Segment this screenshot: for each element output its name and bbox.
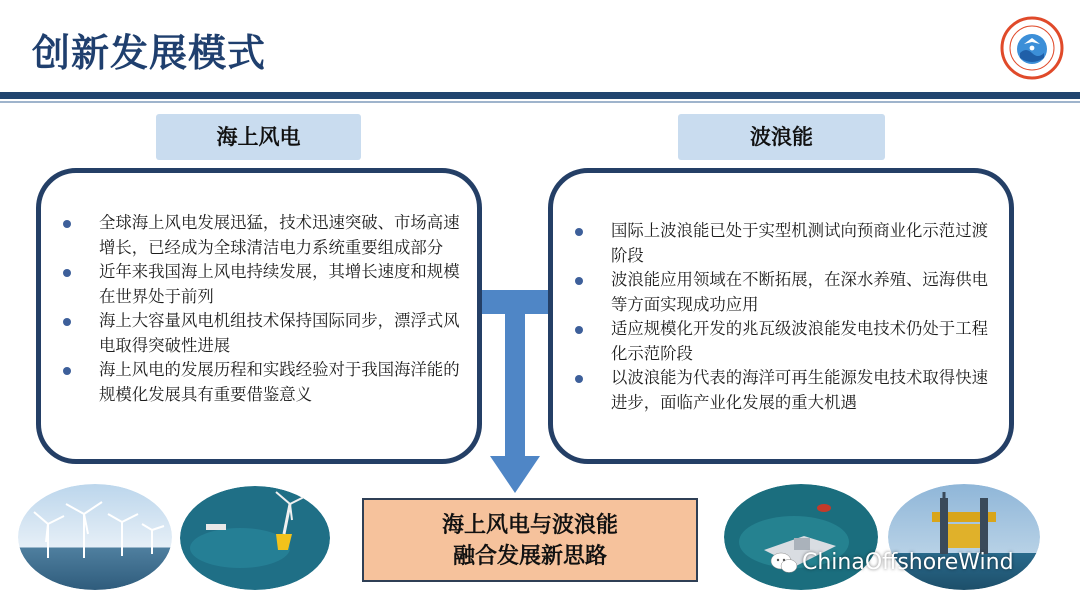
- header-divider: [0, 92, 1080, 99]
- wave-panel: [548, 168, 1014, 464]
- bullet-icon: [575, 375, 583, 383]
- wind-point-list: [41, 173, 477, 407]
- wind-farm-photo: [18, 484, 172, 590]
- wind-label: 海上风电: [156, 114, 361, 160]
- list-item: 国际上波浪能已处于实型机测试向预商业化示范过渡阶段: [553, 219, 1009, 268]
- conclusion-box: [362, 498, 698, 582]
- bullet-icon: [63, 367, 71, 375]
- ocean-center-logo-icon: [1000, 16, 1064, 80]
- bullet-icon: [63, 269, 71, 277]
- conclusion-line-2: 融合发展新思路: [452, 544, 607, 569]
- wave-point-list: [553, 173, 1009, 415]
- wave-label: 波浪能: [678, 114, 885, 160]
- list-item: 全球海上风电发展迅猛，技术迅速突破、市场高速增长，已经成为全球清洁电力系统重要组成部分: [41, 211, 477, 260]
- list-item: 海上大容量风电机组技术保持国际同步，漂浮式风电取得突破性进展: [41, 309, 477, 358]
- page-title: 创新发展模式: [32, 31, 267, 75]
- list-item: 近年来我国海上风电持续发展，其增长速度和规模在世界处于前列: [41, 260, 477, 309]
- bullet-icon: [575, 326, 583, 334]
- bullet-icon: [575, 228, 583, 236]
- wind-panel: [36, 168, 482, 464]
- conclusion-line-1: 海上风电与波浪能: [441, 513, 618, 538]
- bullet-icon: [63, 220, 71, 228]
- list-item: 适应规模化开发的兆瓦级波浪能发电技术仍处于工程化示范阶段: [553, 317, 1009, 366]
- bullet-icon: [63, 318, 71, 326]
- list-item: 以波浪能为代表的海洋可再生能源发电技术取得快速进步，面临产业化发展的重大机遇: [553, 366, 1009, 415]
- watermark: ChinaOffshoreWind: [770, 550, 1014, 575]
- floating-turbine-photo: [180, 486, 330, 590]
- bullet-icon: [575, 277, 583, 285]
- list-item: 波浪能应用领域在不断拓展，在深水养殖、远海供电等方面实现成功应用: [553, 268, 1009, 317]
- list-item: 海上风电的发展历程和实践经验对于我国海洋能的规模化发展具有重要借鉴意义: [41, 358, 477, 407]
- merge-arrow: [470, 280, 560, 500]
- header-divider-thin: [0, 101, 1080, 103]
- wechat-icon: [770, 551, 798, 575]
